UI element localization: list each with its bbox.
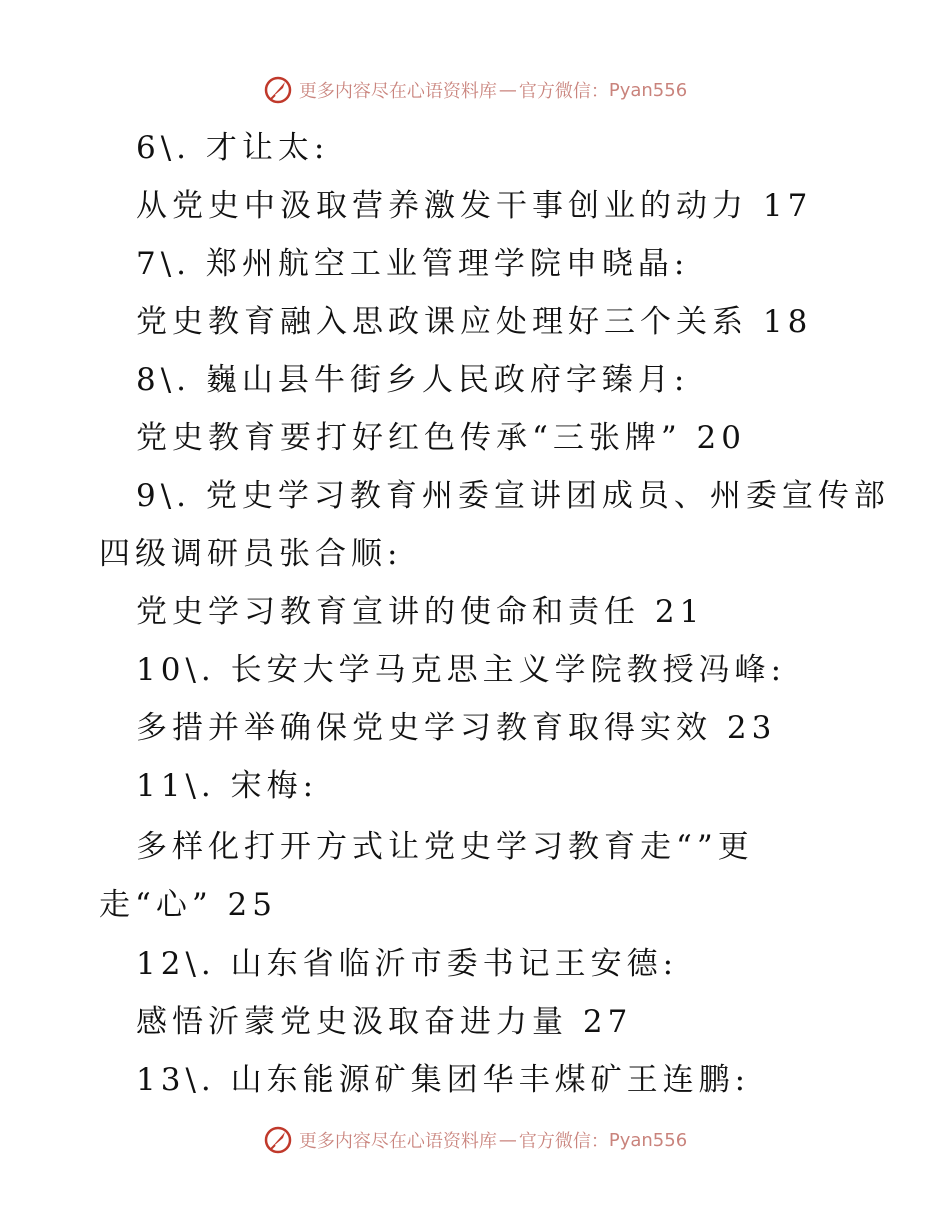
toc-line: 7\. 郑州航空工业管理学院申晓晶: [136, 246, 690, 282]
watermark-separator: — [498, 1129, 517, 1151]
toc-line: 9\. 党史学习教育州委宣讲团成员、州委宣传部 [136, 478, 890, 514]
toc-line: 10\. 长安大学马克思主义学院教授冯峰: [136, 652, 787, 688]
footer-watermark [0, 1120, 950, 1160]
toc-line: 多样化打开方式让党史学习教育走“”更 [136, 829, 754, 865]
toc-line: 四级调研员张合顺: [99, 536, 403, 572]
toc-line: 13\. 山东能源矿集团华丰煤矿王连鹏: [136, 1062, 751, 1098]
watermark-label: 官方微信： [518, 1131, 609, 1152]
toc-line: 11\. 宋梅: [136, 768, 319, 804]
quill-pen-icon [263, 75, 293, 105]
watermark-text: 更多内容尽在心语资料库 [298, 81, 497, 102]
toc-line: 6\. 才让太: [136, 130, 330, 166]
toc-line: 走“心” 25 [99, 887, 277, 923]
toc-line: 8\. 巍山县牛街乡人民政府字臻月: [136, 362, 690, 398]
watermark-id: Pyan556 [608, 1129, 688, 1151]
toc-line: 党史教育要打好红色传承“三张牌” 20 [136, 420, 746, 456]
watermark-label: 官方微信： [518, 81, 609, 102]
watermark-id: Pyan556 [608, 79, 688, 101]
toc-line: 感悟沂蒙党史汲取奋进力量 27 [136, 1004, 633, 1040]
quill-pen-icon [263, 1125, 293, 1155]
watermark-separator: — [498, 79, 517, 101]
toc-line: 多措并举确保党史学习教育取得实效 23 [136, 710, 777, 746]
watermark-text: 更多内容尽在心语资料库 [298, 1131, 497, 1152]
toc-line: 党史学习教育宣讲的使命和责任 21 [136, 594, 705, 630]
toc-line: 12\. 山东省临沂市委书记王安德: [136, 946, 679, 982]
toc-line: 党史教育融入思政课应处理好三个关系 18 [136, 304, 813, 340]
toc-line: 从党史中汲取营养激发干事创业的动力 17 [136, 188, 813, 224]
header-watermark [0, 70, 950, 110]
